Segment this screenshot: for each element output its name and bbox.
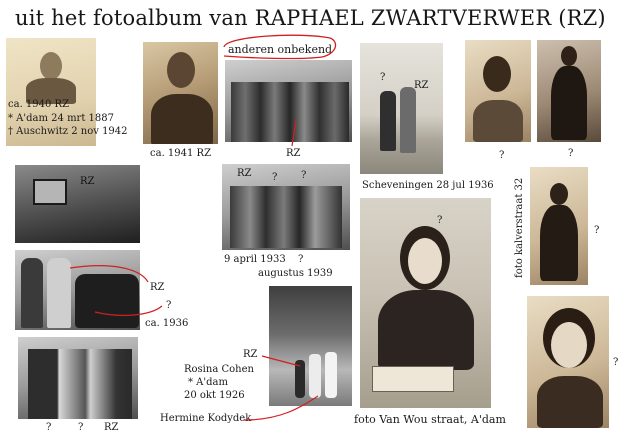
- portrait-head: [561, 46, 577, 66]
- truck-window: [33, 179, 67, 205]
- portrait-body: [378, 290, 474, 370]
- question-mark-pearls: ?: [613, 357, 619, 368]
- group-figures: [28, 349, 132, 419]
- question-mark-standing: ?: [568, 148, 574, 159]
- question-mark-1933-c: ?: [298, 254, 304, 265]
- caption-born: * A'dam 24 mrt 1887: [8, 113, 114, 124]
- question-mark-car: ?: [166, 300, 172, 311]
- photo-woman-pearls: [527, 296, 609, 428]
- caption-ca1940: ca. 1940 RZ: [8, 99, 70, 110]
- photo-group: [225, 60, 352, 142]
- question-mark-kalverstraat: ?: [594, 225, 600, 236]
- caption-april-1933: 9 april 1933: [224, 254, 286, 265]
- label-rz-bottom: RZ: [104, 422, 119, 433]
- rosina-figure-2: [309, 354, 321, 398]
- portrait-face: [551, 322, 587, 368]
- caption-kalverstraat: foto kalverstraat 32: [514, 177, 525, 278]
- question-mark-1933-b: ?: [301, 170, 307, 181]
- portrait-head: [483, 56, 511, 92]
- question-mark-bottom-b: ?: [78, 422, 84, 433]
- book: [372, 366, 454, 392]
- caption-ca1936: ca. 1936: [145, 318, 189, 329]
- caption-anderen: anderen onbekend: [228, 43, 333, 56]
- group-figures: [231, 82, 349, 142]
- rosina-figure-1: [295, 360, 305, 398]
- photo-truck: [15, 165, 140, 243]
- caption-augustus-1939: augustus 1939: [258, 268, 333, 279]
- caption-rosina-name: Rosina Cohen: [184, 364, 254, 375]
- photo-rosina: [269, 286, 352, 406]
- label-rz-group: RZ: [286, 148, 301, 159]
- portrait-body: [540, 205, 578, 281]
- car-figure-1: [21, 258, 43, 328]
- photo-van-wou: [360, 198, 491, 408]
- portrait-body: [551, 66, 587, 140]
- photo-car-1936: [15, 250, 140, 330]
- portrait-head: [550, 183, 568, 205]
- caption-scheveningen: Scheveningen 28 jul 1936: [362, 180, 494, 191]
- photo-kalverstraat: [530, 167, 588, 285]
- scheveningen-figure-2: [400, 87, 416, 153]
- portrait-face: [408, 238, 442, 284]
- portrait-head: [167, 52, 195, 88]
- caption-rosina-born: * A'dam: [188, 377, 228, 388]
- photo-bottom-group: [18, 337, 138, 419]
- rosina-figure-3: [325, 352, 337, 398]
- question-mark-van-wou: ?: [437, 215, 443, 226]
- caption-died: † Auschwitz 2 nov 1942: [8, 126, 128, 137]
- group-figures: [230, 186, 342, 248]
- question-mark-scheveningen: ?: [380, 72, 386, 83]
- car-body: [75, 274, 139, 328]
- caption-rosina-date: 20 okt 1926: [184, 390, 245, 401]
- portrait-body: [473, 100, 523, 142]
- label-rz-rosina: RZ: [243, 349, 258, 360]
- question-mark-woman: ?: [499, 150, 505, 161]
- question-mark-bottom-a: ?: [46, 422, 52, 433]
- label-rz-scheveningen: RZ: [414, 80, 429, 91]
- photo-scheveningen: [360, 43, 443, 174]
- label-rz-truck: RZ: [80, 176, 95, 187]
- caption-hermine: Hermine Kodydek: [160, 413, 252, 424]
- caption-van-wou: foto Van Wou straat, A'dam: [354, 413, 506, 426]
- portrait-body: [537, 376, 603, 428]
- portrait-head: [40, 52, 62, 80]
- question-mark-1933-a: ?: [272, 172, 278, 183]
- caption-ca1941: ca. 1941 RZ: [150, 148, 212, 159]
- photo-woman-portrait: [465, 40, 531, 142]
- scheveningen-figure-1: [380, 91, 396, 151]
- photo-portrait-1941: [143, 42, 218, 144]
- label-rz-car: RZ: [150, 282, 165, 293]
- portrait-body: [151, 94, 213, 144]
- car-figure-2: [47, 258, 71, 328]
- label-rz-1933: RZ: [237, 168, 252, 179]
- page-title: uit het fotoalbum van RAPHAEL ZWARTVERWER (RZ): [15, 6, 606, 30]
- photo-woman-standing: [537, 40, 601, 142]
